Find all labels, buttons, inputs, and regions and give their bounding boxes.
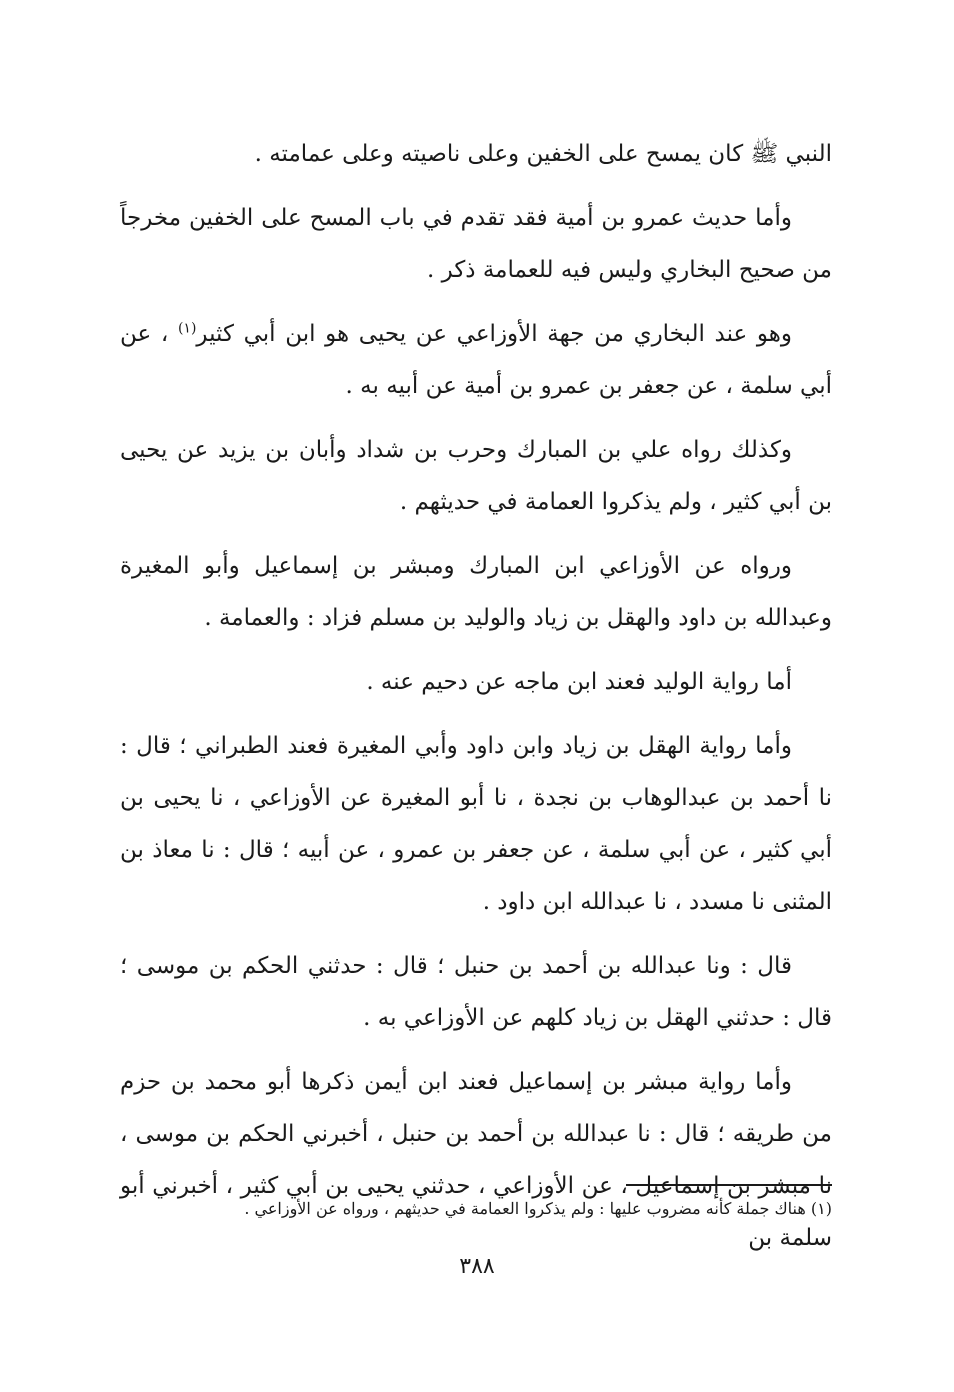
paragraph-3-before: وهو عند البخاري من جهة الأوزاعي عن يحيى هو ابن أبي كثير bbox=[196, 321, 793, 347]
paragraph-7: وأما رواية الهقل بن زياد وابن داود وأبي المغيرة فعند الطبراني ؛ قال : نا أحمد بن عبدالوهاب بن نجدة ، نا أبو المغيرة عن الأوزاعي ، نا يحيى بن أبي كثير ، عن أبي سلمة ، عن جعفر بن عمرو ، عن أبيه ؛ قال : نا معاذ بن المثنى نا مسدد ، نا عبدالله ابن داود . bbox=[120, 733, 832, 915]
paragraph-4: وكذلك رواه علي بن المبارك وحرب بن شداد وأبان بن يزيد عن يحيى بن أبي كثير ، ولم يذكروا العمامة في حديثهم . bbox=[120, 437, 832, 515]
paragraph-6: أما رواية الوليد فعند ابن ماجه عن دحيم عنه . bbox=[366, 669, 792, 695]
footnote: (١) هناك جملة كأنه مضروب عليها : ولم يذكروا العمامة في حديثهم ، ورواه عن الأوزاعي . bbox=[244, 1199, 832, 1218]
main-text bbox=[120, 128, 832, 1276]
paragraph-1: النبي ﷺ كان يمسح على الخفين وعلى ناصيته وعلى عمامته . bbox=[254, 141, 832, 167]
paragraph-8: قال : ونا عبدالله بن أحمد بن حنبل ؛ قال : حدثني الحكم بن موسى ؛ قال : حدثني الهقل بن زياد كلهم عن الأوزاعي به . bbox=[120, 953, 832, 1031]
paragraph-9: وأما رواية مبشر بن إسماعيل فعند ابن أيمن ذكرها أبو محمد بن حزم من طريقه ؛ قال : نا عبدالله بن أحمد بن حنبل ، أخبرني الحكم بن موسى ، نا مبشر بن إسماعيل ، عن الأوزاعي ، حدثني يحيى بن أبي كثير ، أخبرني أبو سلمة بن bbox=[120, 1069, 832, 1251]
paragraph-2: وأما حديث عمرو بن أمية فقد تقدم في باب المسح على الخفين مخرجاً من صحيح البخاري وليس فيه للعمامة ذكر . bbox=[120, 205, 832, 283]
paragraph-3-after: ، عن أبي سلمة ، عن جعفر بن عمرو بن أمية عن أبيه به . bbox=[120, 321, 832, 399]
paragraph-3 bbox=[120, 308, 832, 412]
footnote-reference[interactable]: (١) bbox=[177, 320, 197, 337]
footnote-divider bbox=[626, 1184, 832, 1186]
page-number: ٣٨٨ bbox=[459, 1254, 495, 1279]
paragraph-5: ورواه عن الأوزاعي ابن المبارك ومبشر بن إسماعيل وأبو المغيرة وعبدالله بن داود والهقل بن زياد والوليد بن مسلم فزاد : والعمامة . bbox=[120, 553, 832, 631]
